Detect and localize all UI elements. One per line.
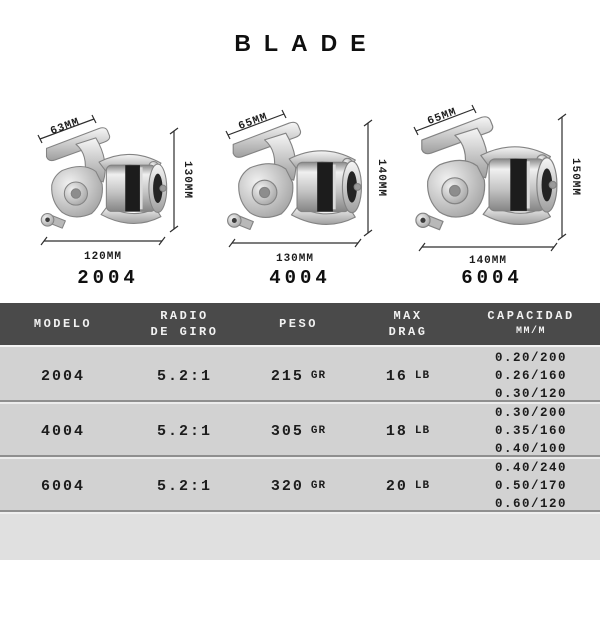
dimension-label-height: 140MM xyxy=(375,158,387,198)
dimension-label-top-width: 65MM xyxy=(236,111,270,133)
product-spec-sheet xyxy=(0,30,600,630)
dimension-label-bottom-width: 120MM xyxy=(83,251,123,263)
dimension-label-bottom-width: 130MM xyxy=(275,253,315,265)
dimension-label-top-width: 65MM xyxy=(425,106,459,128)
dimension-label-height: 150MM xyxy=(569,157,581,197)
table-row-6004 xyxy=(0,455,600,510)
reel-figure-4004 xyxy=(204,79,396,289)
cell-ratio: 5.2:1 xyxy=(156,422,212,440)
reel-model-label: 4004 xyxy=(269,267,331,289)
reel-model-label: 6004 xyxy=(461,267,523,289)
page-title: BLADE xyxy=(234,30,379,56)
cell-model: 2004 xyxy=(40,367,85,385)
reel-diagram-6004 xyxy=(396,79,588,265)
cell-drag: 16 LB xyxy=(385,367,431,385)
dimension-label-bottom-width: 140MM xyxy=(468,255,508,265)
column-header-capacidad: CAPACIDAD MM/M xyxy=(487,309,575,337)
spec-table xyxy=(0,303,600,560)
column-header-peso: PESO xyxy=(279,317,318,331)
cell-drag: 18 LB xyxy=(385,422,431,440)
cell-ratio: 5.2:1 xyxy=(156,477,212,495)
reel-illustration xyxy=(228,122,362,229)
column-header-max-drag: MAX DRAG xyxy=(388,309,428,339)
reel-figure-6004 xyxy=(396,79,588,289)
cell-capacity: 0.30/200 0.35/160 0.40/100 xyxy=(494,406,567,456)
table-header xyxy=(0,303,600,345)
cell-weight: 320 GR xyxy=(270,477,327,495)
cell-ratio: 5.2:1 xyxy=(156,367,212,385)
reel-model-label: 2004 xyxy=(77,267,139,289)
reel-illustration xyxy=(41,128,166,228)
column-header-radio-de-giro: RADIO DE GIRO xyxy=(150,309,219,339)
dimension-label-top-width: 63MM xyxy=(48,116,82,138)
table-row-4004 xyxy=(0,400,600,455)
reel-diagram-4004 xyxy=(204,79,396,265)
cell-weight: 215 GR xyxy=(270,367,327,385)
dimension-label-height: 130MM xyxy=(181,160,193,200)
cell-model: 6004 xyxy=(40,477,85,495)
cell-capacity: 0.20/200 0.26/160 0.30/120 xyxy=(494,351,567,401)
table-row-2004 xyxy=(0,345,600,400)
reel-figure-2004 xyxy=(12,79,204,289)
cell-weight: 305 GR xyxy=(270,422,327,440)
reel-diagrams xyxy=(0,79,600,289)
cell-drag: 20 LB xyxy=(385,477,431,495)
reel-illustration xyxy=(416,117,557,230)
reel-diagram-2004 xyxy=(12,79,204,265)
cell-model: 4004 xyxy=(40,422,85,440)
cell-capacity: 0.40/240 0.50/170 0.60/120 xyxy=(494,461,567,511)
footer-strip xyxy=(0,510,600,560)
column-header-modelo: MODELO xyxy=(33,317,93,331)
